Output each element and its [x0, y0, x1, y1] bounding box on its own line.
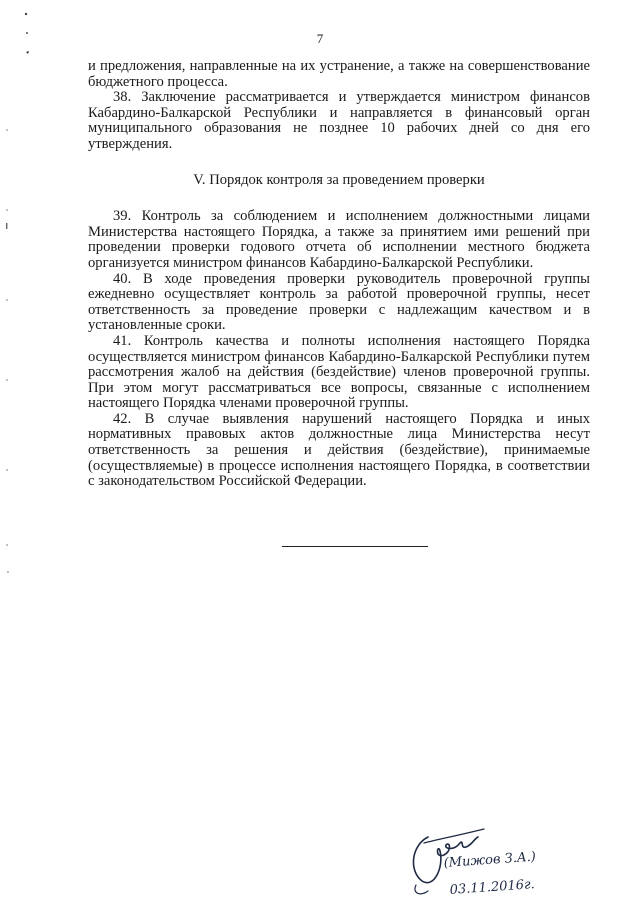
end-separator-line — [282, 546, 428, 547]
paragraph-41: 41. Контроль качества и полноты исполнения настоящего Порядка осуществляется министром финансов Кабардино-Балкарской Республики путем рассмотрения жалоб на действия (бездействие) членов проверочной группы. При этом могут рассматриваться все вопросы, связанные с исполнением настоящего Порядка членами проверочной группы. — [88, 332, 590, 412]
signature-date: 03.11.2016г. — [449, 877, 536, 898]
paragraph-continuation: и предложения, направленные на их устранение, а также на совершенствование бюджетного процесса. — [88, 58, 590, 90]
paragraph-39: 39. Контроль за соблюдением и исполнением должностными лицами Министерства настоящего Порядка, а также за принятием ими решений при проведении проверки годового отчета об исполнении местного бюджета организуется министром финансов Кабардино-Балкарской Республики. — [88, 208, 590, 271]
margin-scan-marks — [0, 0, 40, 905]
paragraph-38: 38. Заключение рассматривается и утверждается министром финансов Кабардино-Балкарской Республики и направляется в финансовый орган муниципального образования не позднее 10 рабочих дней со дня его утверждения. — [88, 89, 590, 152]
document-body — [88, 59, 590, 490]
section-title: V. Порядок контроля за проведением проверки — [193, 171, 485, 188]
page-number: 7 — [316, 31, 324, 46]
paragraph-40: 40. В ходе проведения проверки руководитель проверочной группы ежедневно осуществляет контроль за работой проверочной группы, несет ответственность за проведение проверки с надлежащим качеством и в установленные сроки. — [88, 270, 590, 334]
paragraph-42: 42. В случае выявления нарушений настоящего Порядка и иных нормативных правовых актов должностные лица Министерства несут ответственность за решения и действия (бездействие), принимаемые (осуществляемые) в процессе исполнения настоящего Порядка, в соответствии с законодательством Российской Федерации. — [88, 410, 590, 490]
handwritten-signature — [400, 815, 620, 900]
signature-name: (Мижов З.А.) — [443, 849, 537, 871]
